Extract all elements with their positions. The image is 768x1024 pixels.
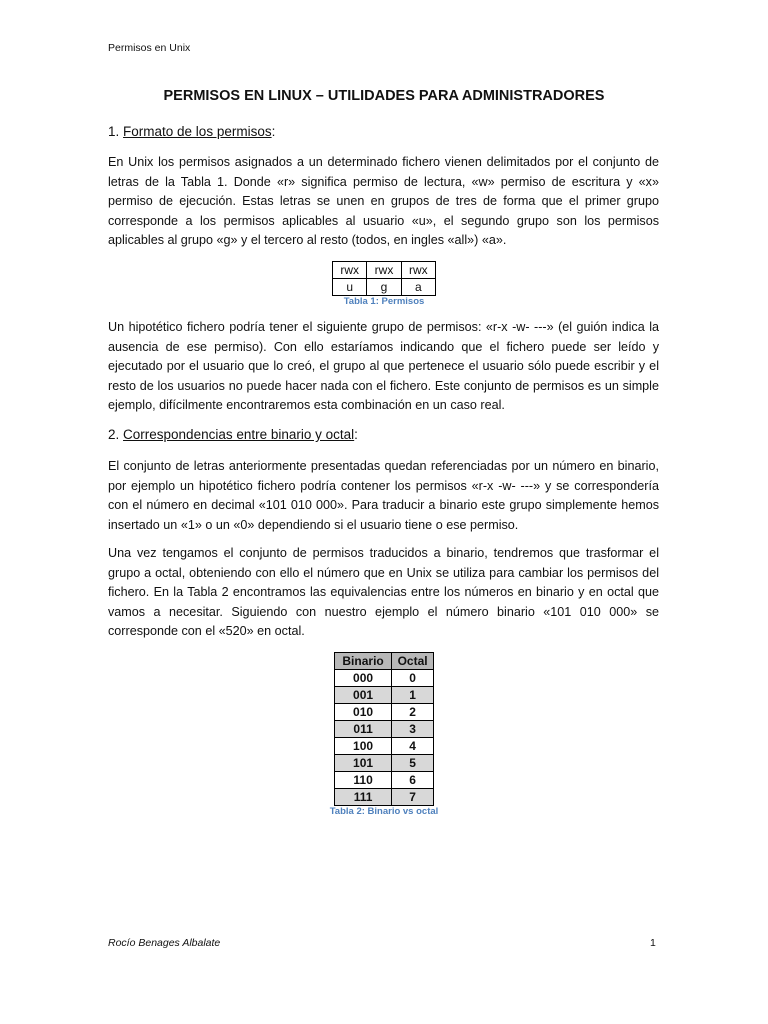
table-cell: 6 bbox=[392, 772, 434, 789]
footer-author: Rocío Benages Albalate bbox=[108, 937, 221, 949]
table-cell: 100 bbox=[335, 738, 392, 755]
table-cell: 0 bbox=[392, 670, 434, 687]
table-cell: rwx bbox=[401, 262, 435, 279]
table-cell: rwx bbox=[333, 262, 367, 279]
table-cell: a bbox=[401, 279, 435, 296]
table-header: Binario bbox=[335, 653, 392, 670]
table-2-caption: Tabla 2: Binario vs octal bbox=[329, 806, 439, 817]
table-cell: 101 bbox=[335, 755, 392, 772]
section-1-paragraph-2: Un hipotético fichero podría tener el siguiente grupo de permisos: «r-x -w- ---» (el guión indica la ausencia de ese permiso). Con ello estaríamos indicando que el fichero puede ser leído y ejecutado por el usuario que lo creó, el grupo al que pertenece el usuario sólo puede escribir y el resto de los usuarios no puede hacer nada con el fichero. Este conjunto de permisos es un simple ejemplo, difícilmente encontraremos esta combinación en un caso real. bbox=[108, 320, 659, 413]
section-1-title: Formato de los permisos bbox=[123, 124, 272, 139]
section-2-paragraph: El conjunto de letras anteriormente presentadas quedan referenciadas por un número en binario, por ejemplo un hipotético fichero podría contener los permisos «r-x -w- ---» y se correspondería con el número en decimal «101 010 000». Para traducir a binario este grupo simplemente hemos insertado un «1» o un «0» dependiendo si el usuario tiene o ese permiso. bbox=[108, 459, 659, 532]
table-cell: 1 bbox=[392, 687, 434, 704]
table-cell: 111 bbox=[335, 789, 392, 806]
table-cell: 3 bbox=[392, 721, 434, 738]
section-1-paragraph: En Unix los permisos asignados a un determinado fichero vienen delimitados por el conjunto de letras de la Tabla 1. Donde «r» significa permiso de lectura, «w» permiso de escritura y «x» permiso de ejecución. Estas letras se unen en grupos de tres de forma que el primer grupo corresponde a los permisos aplicables al usuario «u», el segundo grupo son los permisos aplicables al grupo «g» y el tercero al resto (todos, en ingles «all») «a». bbox=[108, 155, 659, 248]
table-cell: 4 bbox=[392, 738, 434, 755]
section-2-paragraph-2: Una vez tengamos el conjunto de permisos traducidos a binario, tendremos que trasformar el grupo a octal, obteniendo con ello el número que en Unix se utiliza para cambiar los permisos del fichero. En la Tabla 2 encontramos las equivalencias entre los números en binario y en octal que vamos a necesitar. Siguiendo con nuestro ejemplo el número binario «101 010 000» se corresponde con el «520» en octal. bbox=[108, 546, 659, 639]
table-1-caption: Tabla 1: Permisos bbox=[343, 296, 425, 307]
page-number: 1 bbox=[650, 937, 656, 949]
table-header: Octal bbox=[392, 653, 434, 670]
table-cell: 010 bbox=[335, 704, 392, 721]
table-cell: 001 bbox=[335, 687, 392, 704]
table-cell: rwx bbox=[367, 262, 401, 279]
permissions-table bbox=[332, 261, 436, 296]
section-2-number: 2. bbox=[108, 427, 120, 442]
table-cell: u bbox=[333, 279, 367, 296]
section-2-title: Correspondencias entre binario y octal bbox=[123, 427, 355, 442]
table-cell: 5 bbox=[392, 755, 434, 772]
section-2-heading: 2. Correspondencias entre binario y octal: bbox=[108, 427, 358, 442]
document-title: PERMISOS EN LINUX – UTILIDADES PARA ADMINISTRADORES bbox=[163, 88, 605, 104]
table-cell: 000 bbox=[335, 670, 392, 687]
table-cell: 7 bbox=[392, 789, 434, 806]
table-cell: 110 bbox=[335, 772, 392, 789]
table-cell: g bbox=[367, 279, 401, 296]
section-1-heading: 1. Formato de los permisos: bbox=[108, 124, 276, 139]
binary-octal-table bbox=[334, 652, 434, 806]
table-cell: 011 bbox=[335, 721, 392, 738]
page-header: Permisos en Unix bbox=[108, 42, 191, 54]
section-1-number: 1. bbox=[108, 124, 120, 139]
table-cell: 2 bbox=[392, 704, 434, 721]
